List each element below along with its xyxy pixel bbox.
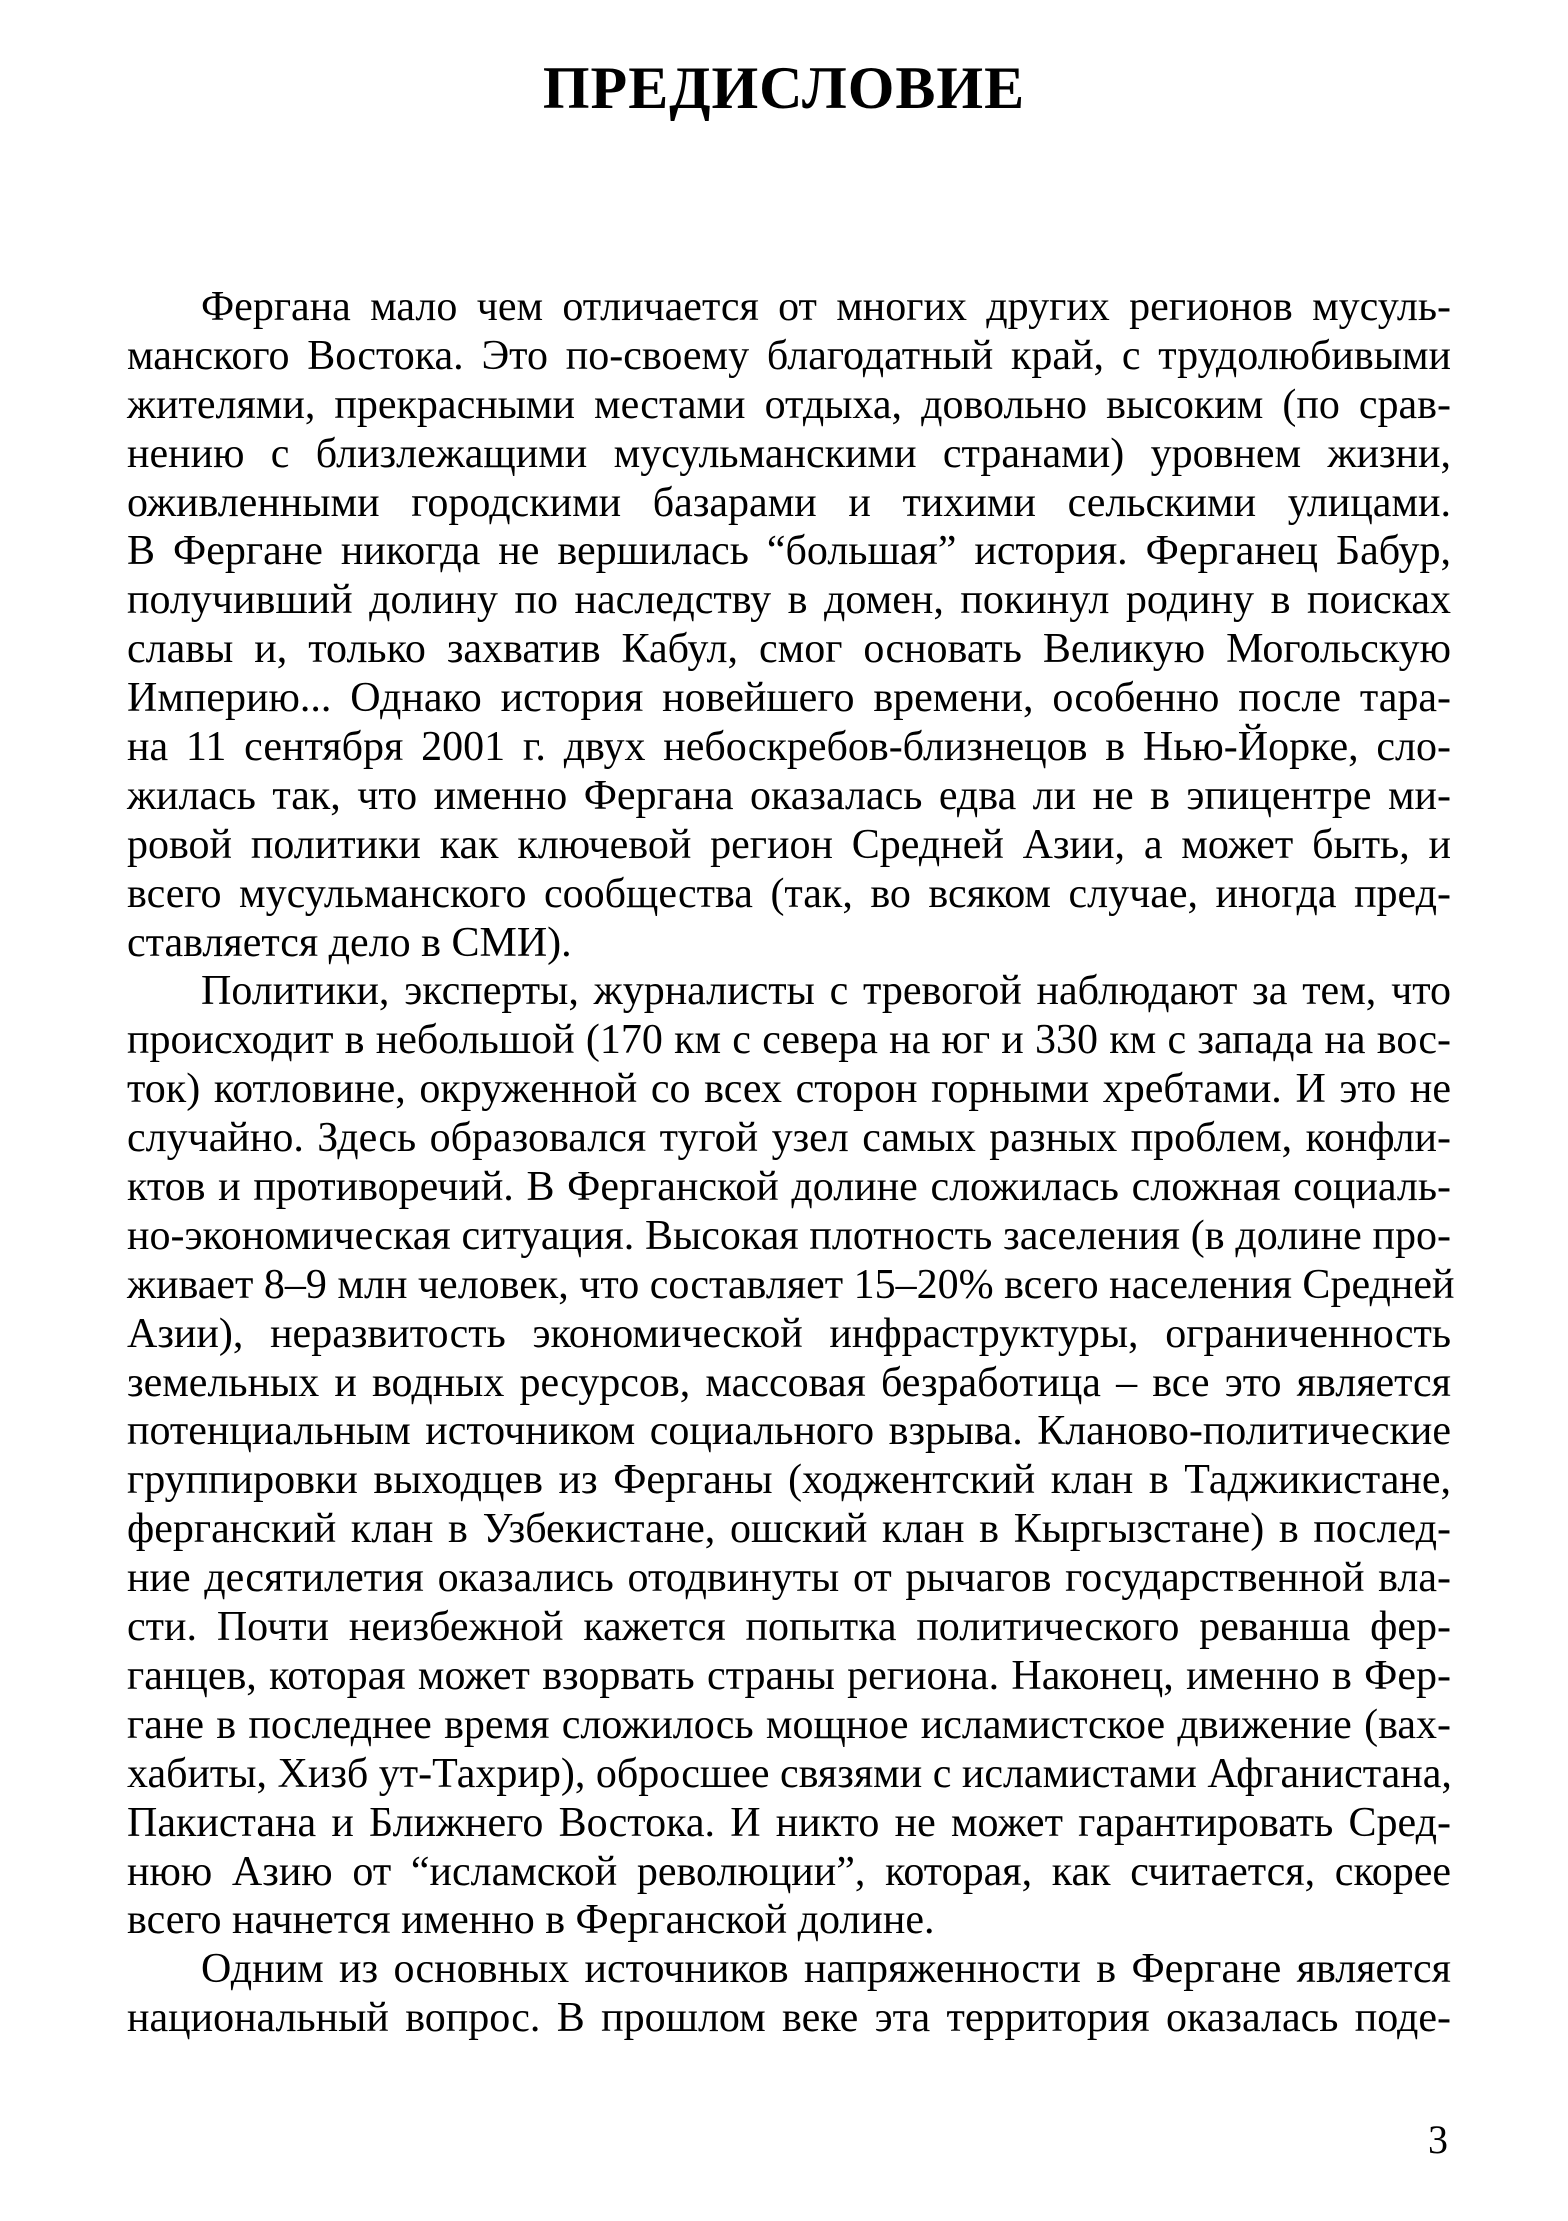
text-line: жилась так, что именно Фергана оказалась едва ли не в эпицентре ми- <box>127 772 1451 819</box>
text-line: группировки выходцев из Ферганы (ходжентский клан в Таджикистане, <box>127 1457 1451 1504</box>
text-line: всего мусульманского сообщества (так, во всяком случае, иногда пред- <box>127 870 1451 917</box>
text-line: хабиты, Хизб ут-Тахрир), обросшее связями с исламистами Афганистана, <box>127 1750 1452 1797</box>
text-line: земельных и водных ресурсов, массовая безработица – все это является <box>127 1359 1451 1406</box>
text-line: ктов и противоречий. В Ферганской долине сложилась сложная социаль- <box>127 1164 1451 1211</box>
text-line: на 11 сентября 2001 г. двух небоскребов-близнецов в Нью-Йорке, сло- <box>127 724 1451 771</box>
text-line: В Фергане никогда не вершилась “большая” история. Ферганец Бабур, <box>127 528 1451 575</box>
text-line: ток) котловине, окруженной со всех сторон горными хребтами. И это не <box>127 1066 1451 1113</box>
text-line: Одним из основных источников напряженности в Фергане является <box>201 1946 1451 1993</box>
paragraph <box>127 967 1455 1945</box>
text-line: происходит в небольшой (170 км с севера на юг и 330 км с запада на вос- <box>127 1017 1451 1064</box>
text-line: нюю Азию от “исламской революции”, которая, как считается, скорее <box>127 1848 1451 1895</box>
text-line: ставляется дело в СМИ). <box>127 919 572 966</box>
paragraph <box>127 283 1451 967</box>
text-line: нению с близлежащими мусульманскими странами) уровнем жизни, <box>127 430 1451 477</box>
body-text <box>127 283 1455 2043</box>
text-line: Пакистана и Ближнего Востока. И никто не может гарантировать Сред- <box>127 1799 1451 1846</box>
text-line: ние десятилетия оказались отодвинуты от рычагов государственной вла- <box>127 1555 1451 1602</box>
text-line: жителями, прекрасными местами отдыха, довольно высоким (по срав- <box>127 381 1451 428</box>
text-line: но-экономическая ситуация. Высокая плотность заселения (в долине про- <box>127 1212 1451 1259</box>
text-line: Империю... Однако история новейшего времени, особенно после тара- <box>127 675 1451 722</box>
text-line: славы и, только захватив Кабул, смог основать Великую Могольскую <box>127 626 1451 673</box>
text-line: оживленными городскими базарами и тихими сельскими улицами. <box>127 479 1451 526</box>
text-line: ровой политики как ключевой регион Средней Азии, а может быть, и <box>127 821 1451 868</box>
text-line: гане в последнее время сложилось мощное исламистское движение (вах- <box>127 1701 1451 1748</box>
page-number: 3 <box>1428 2117 1448 2162</box>
chapter-title: ПРЕДИСЛОВИЕ <box>542 55 1026 121</box>
text-line: ферганский клан в Узбекистане, ошский клан в Кыргызстане) в послед- <box>127 1506 1451 1553</box>
text-line: потенциальным источником социального взрыва. Кланово-политические <box>127 1408 1451 1455</box>
text-line: сти. Почти неизбежной кажется попытка политического реванша фер- <box>127 1604 1451 1651</box>
text-line: случайно. Здесь образовался тугой узел самых разных проблем, конфли- <box>127 1115 1451 1162</box>
paragraph <box>127 1945 1451 2043</box>
text-line: манского Востока. Это по-своему благодатный край, с трудолюбивыми <box>127 332 1451 379</box>
text-line: Фергана мало чем отличается от многих других регионов мусуль- <box>201 284 1451 330</box>
text-line: всего начнется именно в Ферганской долине. <box>127 1897 935 1944</box>
text-line: Политики, эксперты, журналисты с тревогой наблюдают за тем, что <box>201 968 1451 1015</box>
text-line: национальный вопрос. В прошлом веке эта территория оказалась поде- <box>127 1995 1451 2042</box>
text-line: ганцев, которая может взорвать страны региона. Наконец, именно в Фер- <box>127 1652 1451 1699</box>
text-line: Азии), неразвитость экономической инфраструктуры, ограниченность <box>127 1310 1451 1357</box>
text-line: получивший долину по наследству в домен, покинул родину в поисках <box>127 577 1451 624</box>
text-line: живает 8–9 млн человек, что составляет 15–20% всего населения Средней <box>127 1261 1455 1308</box>
